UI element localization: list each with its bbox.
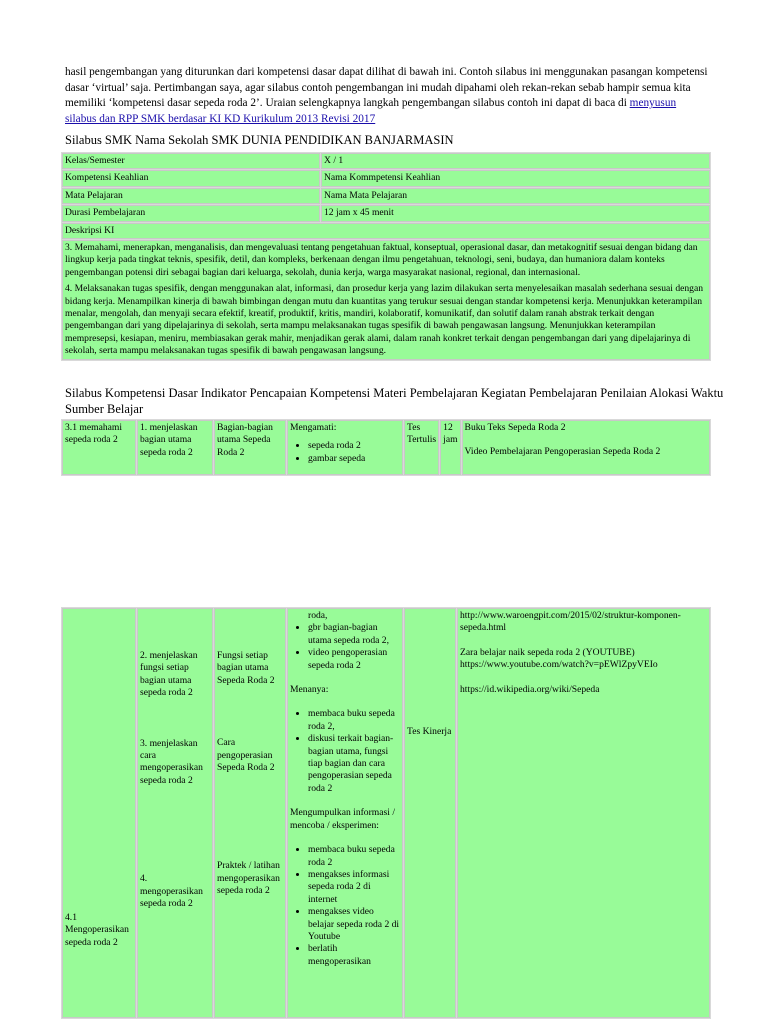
mengamati-label: Mengamati: <box>290 422 337 433</box>
mapel-value: Nama Mata Pelajaran <box>321 188 710 204</box>
table-row <box>62 223 710 239</box>
silabus-table-continued <box>61 607 711 1019</box>
kegiatan-cell <box>287 608 403 1018</box>
list-item: • mengakses video belajar sepeda roda 2 di Youtube <box>308 906 400 943</box>
list-item: • mengakses informasi sepeda roda 2 di internet <box>308 869 400 906</box>
intro-paragraph <box>65 65 710 127</box>
kd-text: 4.1 Mengoperasikan sepeda roda 2 <box>65 911 129 948</box>
mapel-label: Mata Pelajaran <box>62 188 320 204</box>
durasi-value: 12 jam x 45 menit <box>321 205 710 221</box>
intro-text: hasil pengembangan yang diturunkan dari kompetensi dasar dapat dilihat di bawah ini. Contoh silabus ini menggunakan pasangan kompetensi dasar ‘virtual’ saja. Pertimbangan saya, agar silabus contoh pengembangan ini mudah dipahami oleh rekan-rekan sebab hampir semua kita memiliki ‘kompetensi dasar sepeda roda 2’. Uraian selengkapnya langkah pengembangan silabus contoh ini dapat di baca di <box>65 66 708 110</box>
table-row <box>62 170 710 186</box>
list-item: • membaca buku sepeda roda 2, <box>308 708 400 733</box>
materi-3: Cara pengoperasian Sepeda Roda 2 <box>217 737 275 774</box>
menanya-label: Menanya: <box>290 684 329 696</box>
silabus-link[interactable]: menyusun silabus dan RPP SMK berdasar KI KD Kurikulum 2013 Revisi 2017 <box>65 97 677 125</box>
kegiatan-list <box>290 440 400 465</box>
kelas-value: X / 1 <box>321 153 710 169</box>
sumber-item: Buku Teks Sepeda Roda 2 <box>464 422 566 433</box>
kd-cell: 3.1 memahami sepeda roda 2 <box>62 420 136 475</box>
ki4-text: 4. Melaksanakan tugas spesifik, dengan menggunakan alat, informasi, dan prosedur kerja yang lazim dilakukan serta menyelesaikan masalah sederhana sesuai dengan bidang kerja. Menampilkan kinerja di bawah bimbingan dengan mutu dan kuantitas yang terukur sesuai dengan standar kompetensi kerja. Menunjukkan keterampilan menalar, mengolah, dan menyaji secara efektif, kreatif, produktif, kritis, mandiri, kolaboratif, komunikatif, dan solutif dalam ranah abstrak terkait dengan pengembangan dari yang dipelajarinya di sekolah, serta mampu melaksanakan tugas spesifik di bawah pengawasan langsung. Menunjukkan keterampilan mempresepsi, kesiapan, meniru, membiasakan gerak mahir, menjadikan gerak alami, dalam ranah konkret terkait dengan pengembangan dari yang dipelajarinya di sekolah, serta mampu melaksanakan tugas spesifik di bawah pengawasan langsung. <box>65 283 704 357</box>
materi-cell <box>214 608 286 1018</box>
silabus-columns-heading: Silabus Kompetensi Dasar Indikator Pencapaian Kompetensi Materi Pembelajaran Kegiatan Pembelajaran Penilaian Alokasi Waktu Sumber Belajar <box>65 386 724 416</box>
sumber-cell <box>462 420 710 475</box>
list-item: • gambar sepeda <box>308 453 400 465</box>
list-item: • gbr bagian-bagian utama sepeda roda 2, <box>308 622 400 647</box>
durasi-label: Durasi Pembelajaran <box>62 205 320 221</box>
table-row <box>62 205 710 221</box>
penilaian-cell <box>404 608 456 1018</box>
indikator-cell <box>137 608 213 1018</box>
deskripsi-label: Deskripsi KI <box>62 223 710 239</box>
kegiatan-list <box>290 844 400 968</box>
sumber-video: Zara belajar naik sepeda roda 2 (YOUTUBE) https://www.youtube.com/watch?v=pEWlZpyVEIo <box>460 646 658 671</box>
kd-cell <box>62 608 136 1018</box>
table-row <box>62 188 710 204</box>
materi-4: Praktek / latihan mengoperasikan sepeda roda 2 <box>217 860 280 897</box>
kegiatan-list <box>290 708 400 795</box>
materi-cell: Bagian-bagian utama Sepeda Roda 2 <box>214 420 286 475</box>
kegiatan-cell <box>287 420 403 475</box>
list-item: • membaca buku sepeda roda 2 <box>308 844 400 869</box>
sumber-cell <box>457 608 710 1018</box>
mengumpulkan-label: Mengumpulkan informasi / mencoba / eksperimen: <box>290 807 395 831</box>
kegiatan-list <box>290 622 400 672</box>
table-row <box>62 420 710 475</box>
table-row <box>62 153 710 169</box>
list-item: • sepeda roda 2 <box>308 440 400 452</box>
waktu-cell: 12 jam <box>440 420 460 475</box>
kompetensi-value: Nama Kommpetensi Keahlian <box>321 170 710 186</box>
silabus-table-top <box>61 419 711 476</box>
sumber-wiki: https://id.wikipedia.org/wiki/Sepeda <box>460 683 600 695</box>
silabus-heading: Silabus SMK Nama Sekolah SMK DUNIA PENDIDIKAN BANJARMASIN <box>65 133 454 147</box>
info-table <box>61 152 711 361</box>
list-item: • video pengoperasian sepeda roda 2 <box>308 647 400 672</box>
ki3-text: 3. Memahami, menerapkan, menganalisis, dan mengevaluasi tentang pengetahuan faktual, konseptual, operasional dasar, dan metakognitif sesuai dengan bidang dan lingkup kerja pada tingkat teknis, spesifik, detil, dan kompleks, berkenaan dengan ilmu pengetahuan, teknologi, seni, budaya, dan humaniora dalam konteks pengembangan potensi diri sebagai bagian dari keluarga, sekolah, dunia kerja, warga masyarakat nasional, regional, dan internasional. <box>65 242 698 278</box>
kelas-label: Kelas/Semester <box>62 153 320 169</box>
indikator-cell: 1. menjelaskan bagian utama sepeda roda 2 <box>137 420 213 475</box>
table-row <box>62 240 710 360</box>
table-row <box>62 608 710 1018</box>
penilaian-text: Tes Kinerja <box>407 726 452 737</box>
kompetensi-label: Kompetensi Keahlian <box>62 170 320 186</box>
indikator-4: 4. mengoperasikan sepeda roda 2 <box>140 873 203 910</box>
kegiatan-continued: roda, <box>308 610 328 621</box>
sumber-link: http://www.waroengpit.com/2015/02/struktur-komponen-sepeda.html <box>460 610 681 634</box>
materi-2: Fungsi setiap bagian utama Sepeda Roda 2 <box>217 650 275 686</box>
indikator-3: 3. menjelaskan cara mengoperasikan sepeda roda 2 <box>140 737 203 786</box>
list-item: • diskusi terkait bagian-bagian utama, fungsi tiap bagian dan cara pengoperasian sepeda roda 2 <box>308 733 400 795</box>
list-item: • berlatih mengoperasikan <box>308 943 400 968</box>
deskripsi-ki <box>62 240 710 360</box>
indikator-2: 2. menjelaskan fungsi setiap bagian utama sepeda roda 2 <box>140 650 198 699</box>
penilaian-cell: Tes Tertulis <box>404 420 439 475</box>
sumber-item: Video Pembelajaran Pengoperasian Sepeda Roda 2 <box>464 446 661 458</box>
